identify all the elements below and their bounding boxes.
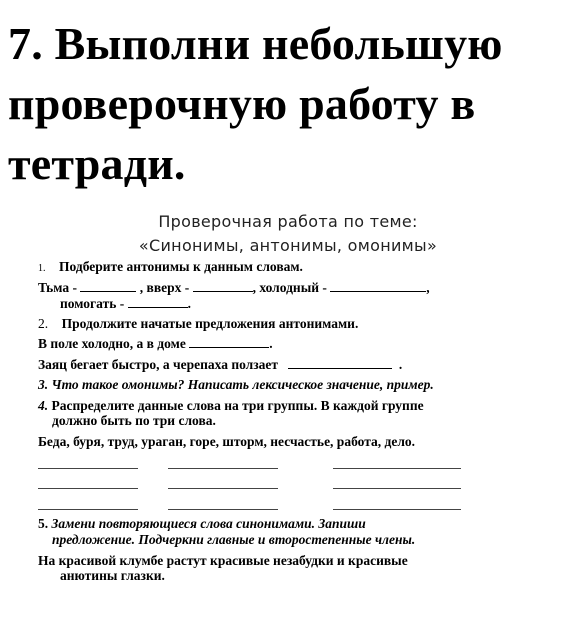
task-1-word-2: , вверх - — [139, 280, 190, 295]
task-4-number: 4. — [38, 398, 49, 413]
task-2-sentence-2 — [38, 357, 402, 373]
answer-blank[interactable] — [330, 280, 426, 292]
sentence-1-text: В поле холодно, а в доме — [38, 336, 186, 351]
task-5-text-2: предложение. Подчеркни главные и второстепенные члены. — [52, 532, 416, 547]
task-1-word-1: Тьма - — [38, 280, 78, 295]
task-4-line-1 — [38, 398, 424, 414]
answer-blank[interactable] — [80, 280, 136, 292]
heading-line-1: 7. Выполни небольшую — [8, 18, 503, 69]
task-2-text: Продолжите начатые предложения антонимами. — [61, 316, 359, 331]
heading-line-2: проверочную работу в — [8, 78, 476, 129]
answer-blank[interactable] — [128, 296, 188, 308]
sentence-2-dot: . — [398, 357, 403, 372]
answer-line[interactable] — [333, 488, 461, 489]
task-5-line-1 — [38, 516, 366, 532]
task-4-text-1: Распределите данные слова на три группы. В каждой группе — [51, 398, 424, 413]
answer-blank[interactable] — [193, 280, 253, 292]
worksheet-title-line-1: Проверочная работа по теме: — [158, 212, 418, 231]
task-1-number: 1. — [38, 263, 46, 274]
task-3-text: Что такое омонимы? Написать лексическое значение, пример. — [51, 377, 434, 392]
task-1-word-3: , холодный - — [252, 280, 327, 295]
task-1-header — [38, 259, 303, 277]
answer-line[interactable] — [38, 488, 138, 489]
heading-line-3: тетради. — [8, 138, 186, 189]
answer-line[interactable] — [168, 488, 278, 489]
exercise-heading — [8, 14, 568, 194]
task-1-words-row — [38, 280, 430, 296]
answer-line[interactable] — [333, 468, 461, 469]
answer-line[interactable] — [38, 509, 138, 510]
answer-blank[interactable] — [189, 336, 269, 348]
task-2-header — [38, 316, 358, 332]
task-5-sentence-2: анютины глазки. — [60, 568, 165, 583]
sentence-2-text: Заяц бегает быстро, а черепаха ползает — [38, 357, 279, 372]
task-5-sentence-1: На красивой клумбе растут красивые незабудки и красивые — [38, 553, 408, 568]
answer-line[interactable] — [168, 509, 278, 510]
task-1-text: Подберите антонимы к данным словам. — [59, 259, 303, 274]
answer-line[interactable] — [38, 468, 138, 469]
task-5-number: 5. — [38, 516, 49, 531]
task-2-sentence-1 — [38, 336, 273, 352]
task-1-words-row-2 — [60, 296, 191, 312]
task-4-word-list: Беда, буря, труд, ураган, горе, шторм, несчастье, работа, дело. — [38, 434, 416, 449]
answer-line[interactable] — [168, 468, 278, 469]
answer-line[interactable] — [333, 509, 461, 510]
task-2-number: 2. — [38, 316, 49, 331]
task-5-text-1: Замени повторяющиеся слова синонимами. Запиши — [51, 516, 366, 531]
sentence-1-dot: . — [269, 336, 273, 351]
task-3 — [38, 377, 434, 393]
worksheet-title-line-2: «Синонимы, антонимы, омонимы» — [138, 236, 438, 255]
task-1-comma: , — [426, 280, 430, 295]
task-3-number: 3. — [38, 377, 49, 392]
task-1-word-4: помогать - — [60, 296, 125, 311]
answer-blank[interactable] — [288, 357, 392, 369]
task-1-dot: . — [187, 296, 191, 311]
task-4-text-2: должно быть по три слова. — [52, 413, 216, 428]
